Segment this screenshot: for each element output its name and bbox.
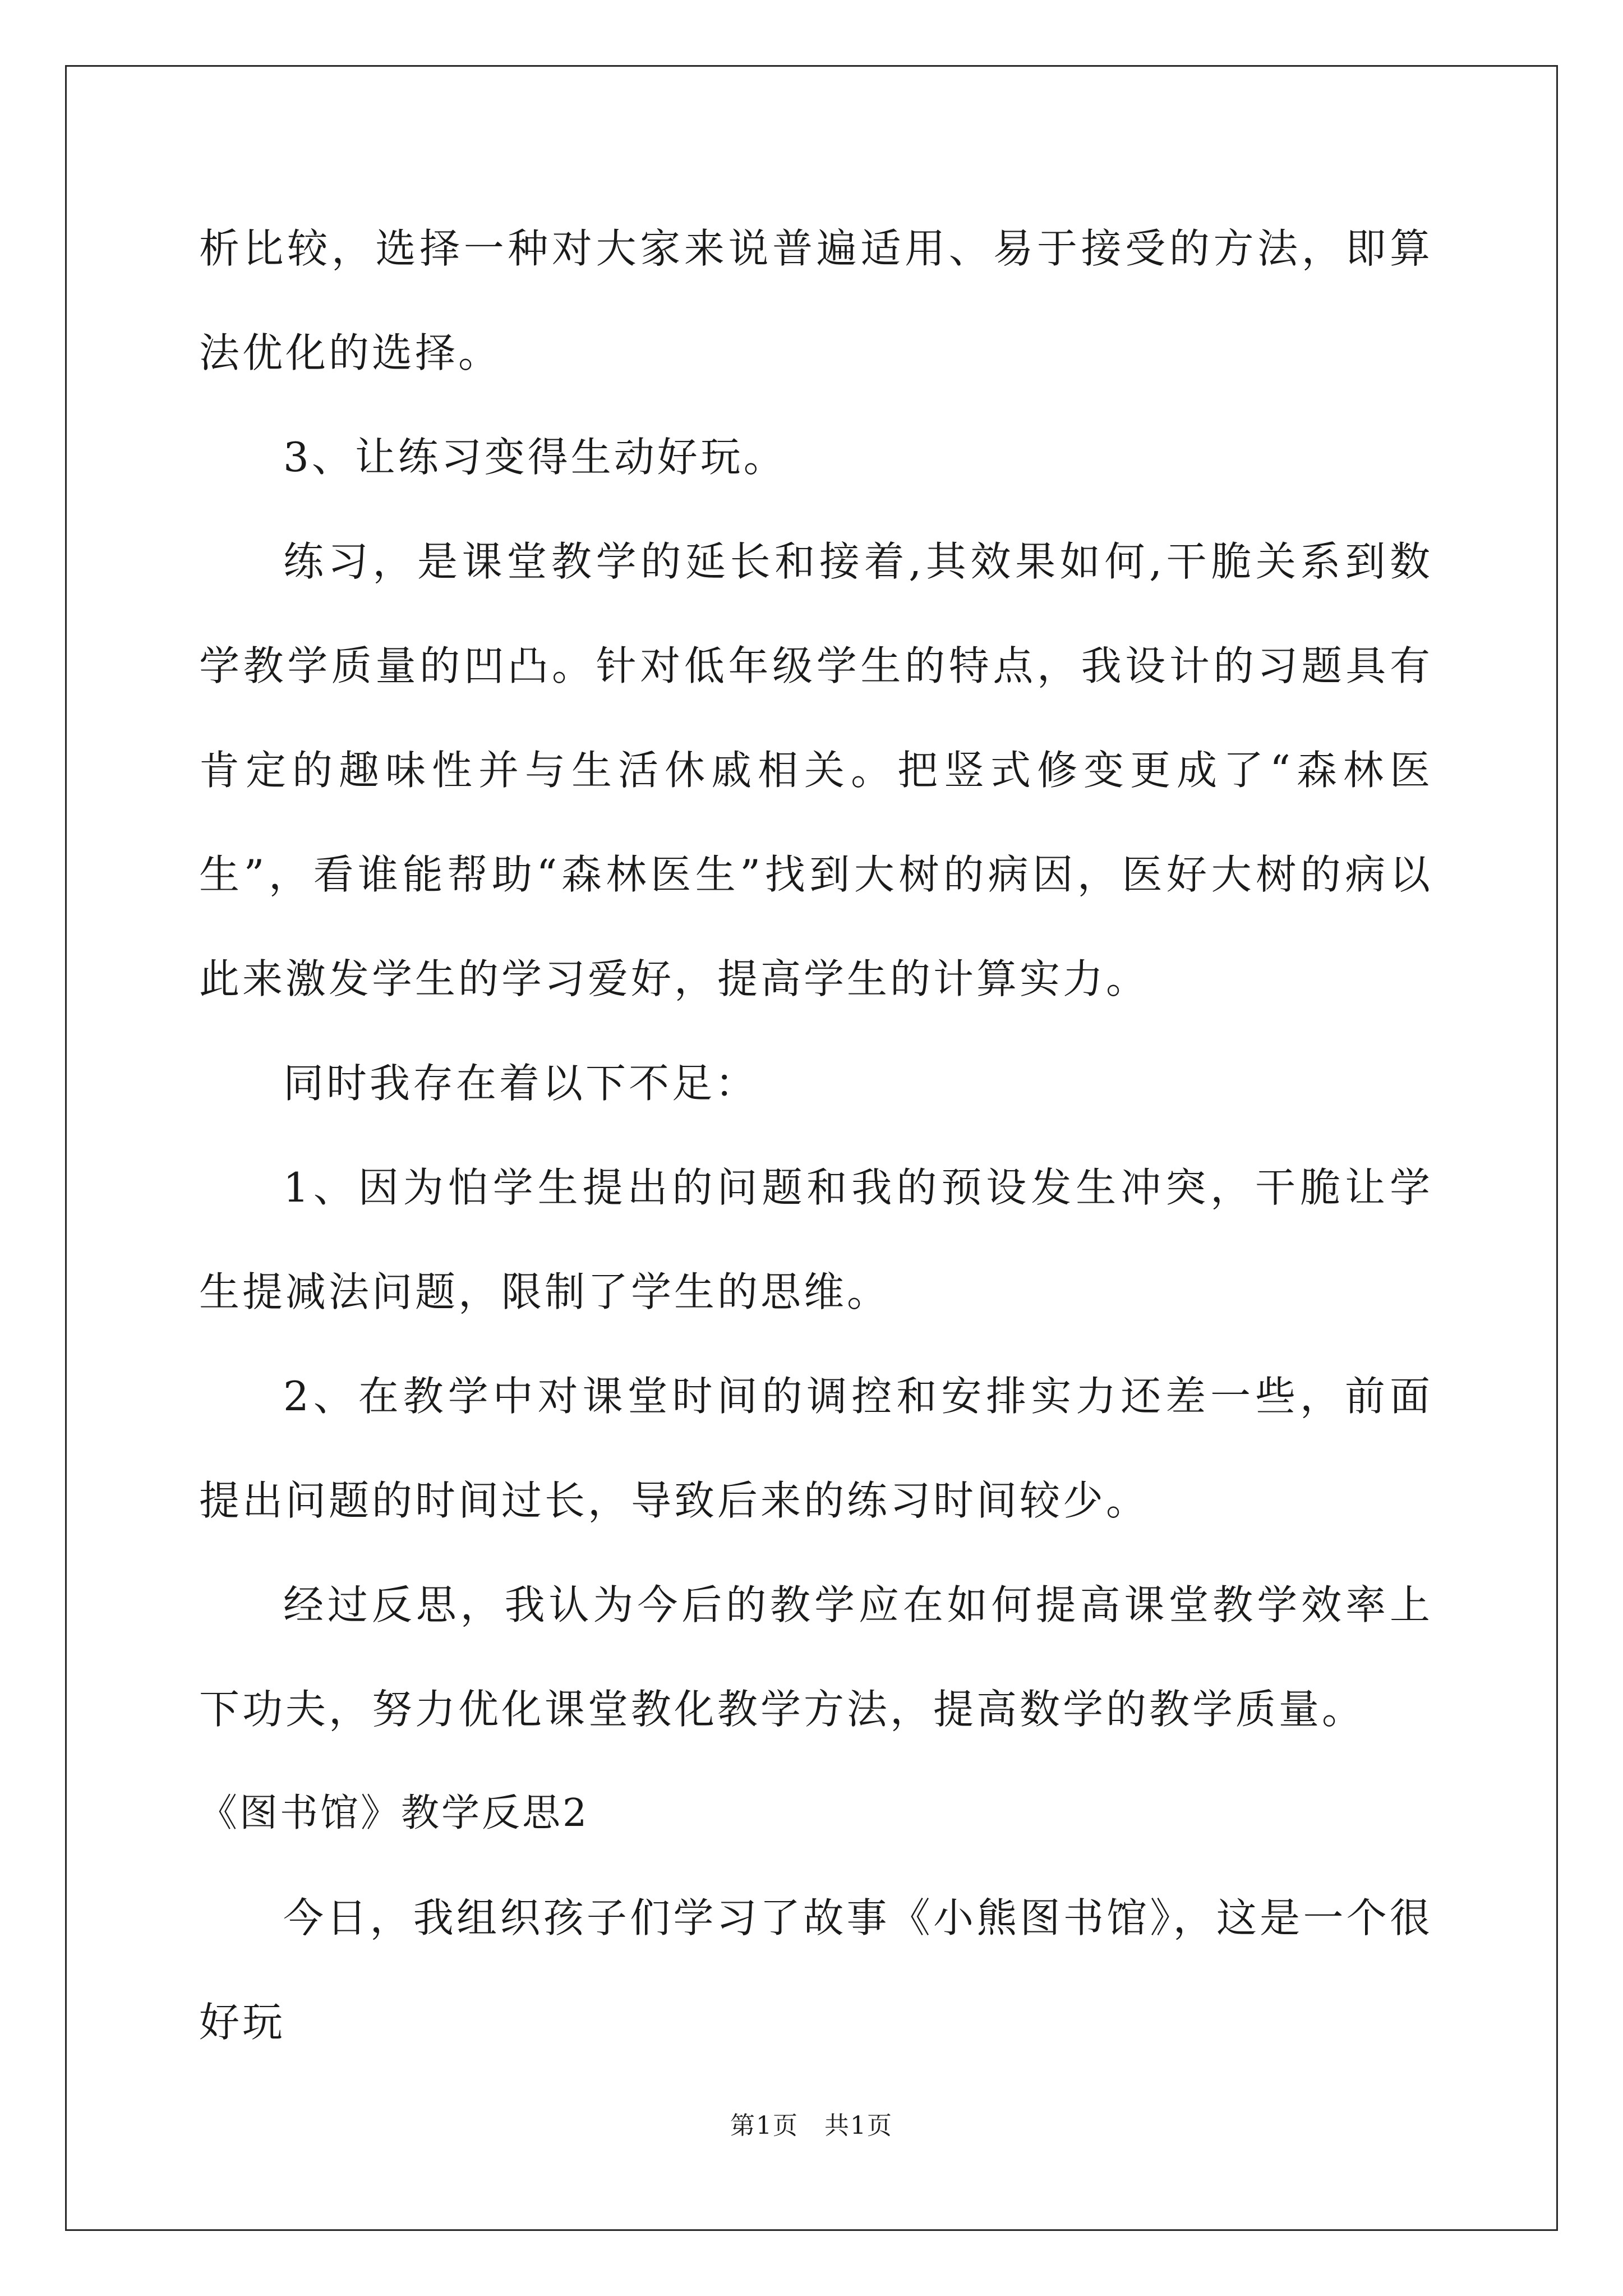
paragraph-5: 1、因为怕学生提出的问题和我的预设发生冲突，干脆让学生提减法问题，限制了学生的思维。 — [199, 1164, 1433, 1315]
page-footer: 第1页 共1页 — [730, 2111, 893, 2140]
paragraph-2: 3、让练习变得生动好玩。 — [283, 434, 787, 481]
document-body — [199, 196, 1433, 2074]
paragraph-8: 今日，我组织孩子们学习了故事《小熊图书馆》，这是一个很好玩 — [199, 1894, 1433, 2046]
paragraph-4: 同时我存在着以下不足： — [283, 1060, 759, 1107]
paragraph-3: 练习，是课堂教学的延长和接着,其效果如何,干脆关系到数学教学质量的凹凸。针对低年级学生的特点，我设计的习题具有肯定的趣味性并与生活休戚相关。把竖式修变更成了“森林医生”，看谁能帮助“森林医生”找到大树的病因，医好大树的病以此来激发学生的学习爱好，提高学生的计算实力。 — [199, 538, 1433, 1002]
paragraph-6: 2、在教学中对课堂时间的调控和安排实力还差一些，前面提出问题的时间过长，导致后来的练习时间较少。 — [199, 1373, 1433, 1524]
paragraph-1: 析比较，选择一种对大家来说普遍适用、易于接受的方法，即算法优化的选择。 — [199, 225, 1433, 376]
paragraph-7: 经过反思，我认为今后的教学应在如何提高课堂教学效率上下功夫，努力优化课堂教化教学方法，提高数学的教学质量。 — [199, 1581, 1433, 1733]
section-heading: 《图书馆》教学反思2 — [199, 1791, 589, 1835]
